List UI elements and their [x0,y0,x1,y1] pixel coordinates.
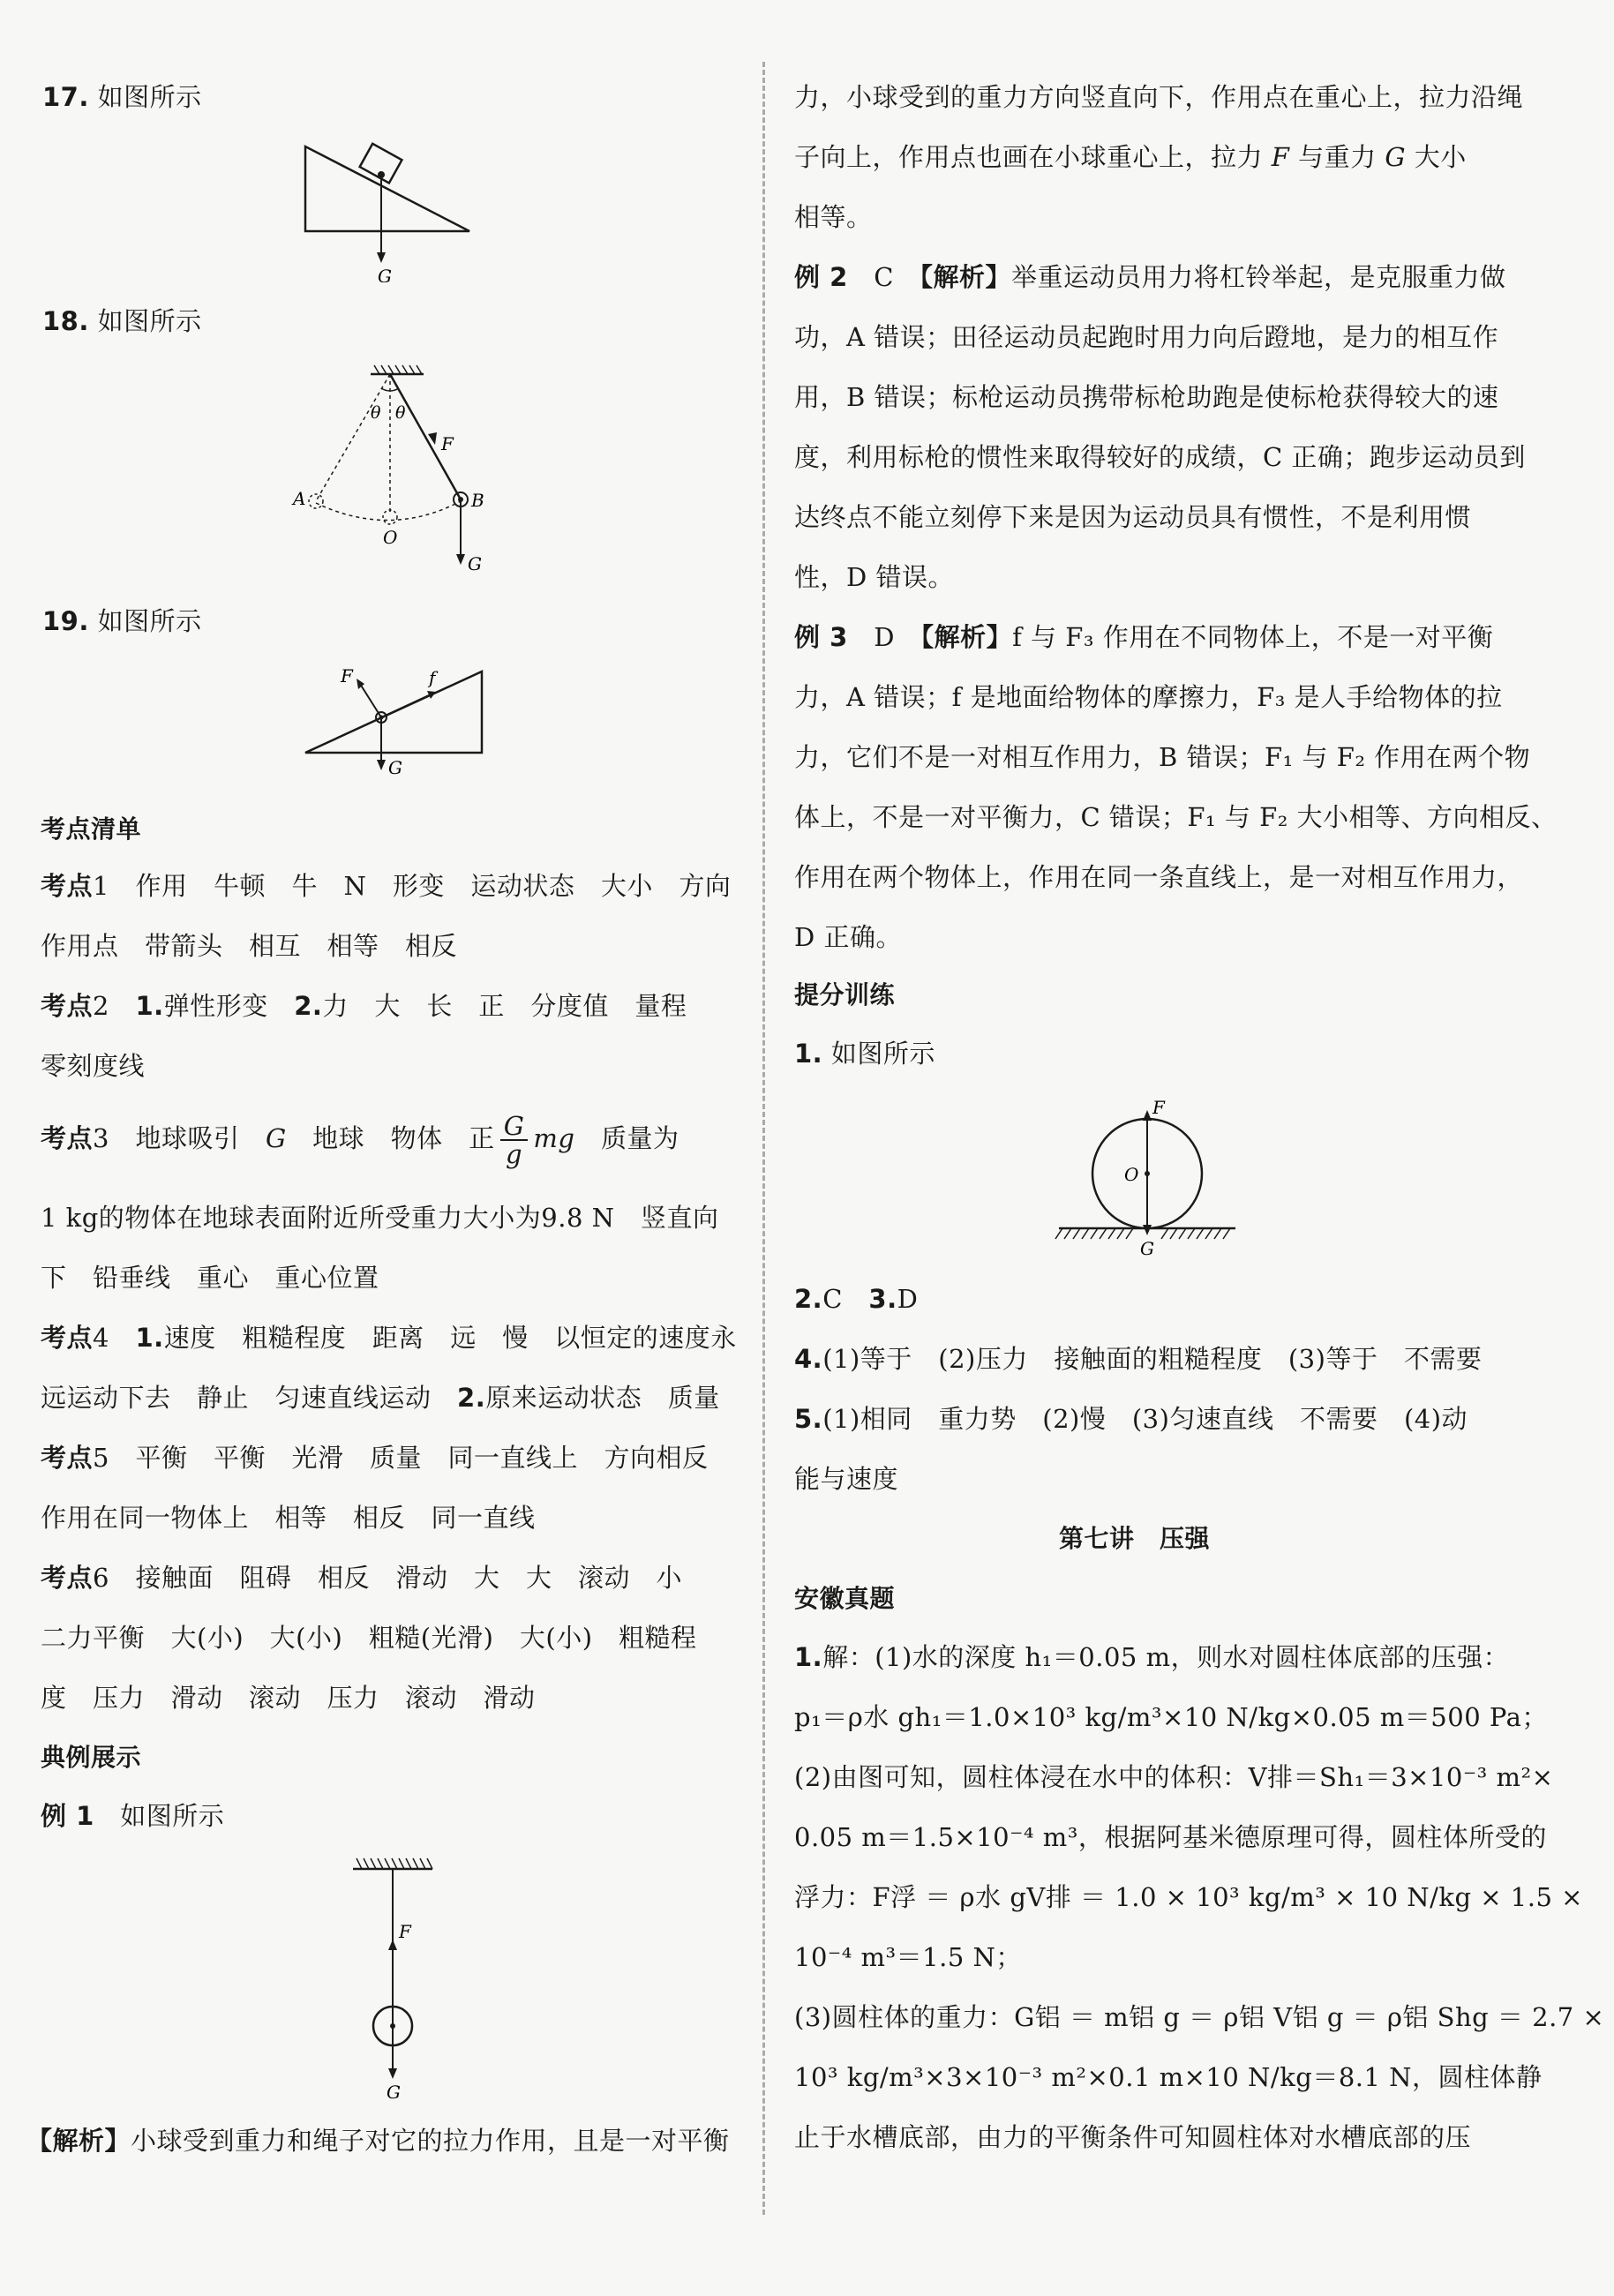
kaodian-1-line-2: 作用点 带箭头 相互 相等 相反 [41,931,458,961]
lecture-title: 第七讲 压强 [1059,1524,1211,1553]
figure-17-incline-block [300,132,485,282]
figure-ex1-hanging-ball [344,1853,450,2100]
label-f: f [429,667,436,688]
label-G: G [468,553,482,574]
tifen-2-3: 2.C 3.D [794,1284,919,1314]
question-17: 17. 如图所示 [42,82,202,112]
right-column [768,0,1614,2296]
figure-19-incline [300,657,494,781]
solution-1-line-1: 1.解：(1)水的深度 h₁＝0.05 m，则水对圆柱体底部的压强： [794,1642,1510,1672]
kaodian-3-line-3: 下 铅垂线 重心 重心位置 [41,1263,379,1293]
label-G: G [387,2082,401,2100]
kaodian-3-line-1: 考点3 地球吸引 G 地球 物体 正 $\frac{G}{g}$ mg 质量为 [41,1111,679,1169]
figure-t1-wheel [1050,1092,1253,1260]
solution-1-line-7: (3)圆柱体的重力：G铝 ＝ m铝 g ＝ ρ铝 V铝 g ＝ ρ铝 Shg ＝ 2.7 × [794,2002,1605,2032]
jiexi-continued-line-3: 相等。 [794,202,873,232]
section-title-tifen: 提分训练 [794,980,896,1009]
label-A: A [293,488,306,509]
kaodian-2-line-1: 考点2 1.弹性形变 2.力 大 长 正 分度值 量程 [41,991,687,1021]
kaodian-4-line-2: 远运动下去 静止 匀速直线运动 2.原来运动状态 质量 [41,1383,720,1413]
label-G: G [388,757,402,778]
example-2-line-3: 用，B 错误；标枪运动员携带标枪助跑是使标枪获得较大的速 [794,382,1499,412]
question-18: 18. 如图所示 [42,306,202,336]
tifen-1: 1. 如图所示 [794,1039,935,1069]
label-O: O [383,527,398,548]
tifen-5-line-2: 能与速度 [794,1464,899,1494]
kaodian-6-line-3: 度 压力 滑动 滚动 压力 滚动 滑动 [41,1683,536,1713]
section-title-anhui: 安徽真题 [794,1584,896,1613]
left-column [0,0,768,2296]
example-3-line-3: 力，它们不是一对相互作用力，B 错误；F₁ 与 F₂ 作用在两个物 [794,742,1531,772]
friction-arrow [381,694,431,717]
label-G: G [378,266,392,282]
section-title-dianli: 典例展示 [41,1743,142,1772]
solution-1-line-6: 10⁻⁴ m³＝1.5 N； [794,1942,1022,1972]
label-F: F [399,1921,411,1942]
kaodian-6-line-2: 二力平衡 大(小) 大(小) 粗糙(光滑) 大(小) 粗糙程 [41,1623,697,1653]
section-title-kaodian: 考点清单 [41,814,142,844]
label-F: F [441,433,454,454]
example-2-line-6: 性，D 错误。 [794,562,954,592]
force-F-arrow [360,684,381,717]
example-2-line-1: 例 2 C 【解析】举重运动员用力将杠铃举起，是克服重力做 [794,262,1506,292]
example-2-line-5: 达终点不能立刻停下来是因为运动员具有惯性，不是利用惯 [794,502,1472,532]
label-theta-left: θ [371,403,381,423]
label-B: B [471,490,484,511]
kaodian-3-line-2: 1 kg的物体在地球表面附近所受重力大小为9.8 N 竖直向 [41,1203,719,1233]
example-3-line-4: 体上，不是一对平衡力，C 错误；F₁ 与 F₂ 大小相等、方向相反、 [794,802,1558,832]
solution-1-line-8: 10³ kg/m³×3×10⁻³ m²×0.1 m×10 N/kg＝8.1 N，圆柱体静 [794,2062,1543,2092]
label-F: F [341,665,353,687]
example-3-line-2: 力，A 错误；f 是地面给物体的摩擦力，F₃ 是人手给物体的拉 [794,682,1503,712]
kaodian-5-line-1: 考点5 平衡 平衡 光滑 质量 同一直线上 方向相反 [41,1443,709,1473]
example-3-line-6: D 正确。 [794,922,902,952]
example-2-line-2: 功，A 错误；田径运动员起跑时用力向后蹬地，是力的相互作 [794,322,1499,352]
tifen-4: 4.(1)等于 (2)压力 接触面的粗糙程度 (3)等于 不需要 [794,1344,1483,1374]
solution-1-line-5: 浮力：F浮 ＝ ρ水 gV排 ＝ 1.0 × 10³ kg/m³ × 10 N/kg × 1.5 × [794,1882,1583,1912]
kaodian-2-line-2: 零刻度线 [41,1051,146,1081]
solution-1-line-4: 0.05 m＝1.5×10⁻⁴ m³，根据阿基米德原理可得，圆柱体所受的 [794,1822,1547,1852]
kaodian-4-line-1: 考点4 1.速度 粗糙程度 距离 远 慢 以恒定的速度永 [41,1323,737,1353]
example-2-line-4: 度，利用标枪的惯性来取得较好的成绩，C 正确；跑步运动员到 [794,442,1526,472]
example-3-line-5: 作用在两个物体上，作用在同一条直线上，是一对相互作用力， [794,862,1524,892]
tifen-5-line-1: 5.(1)相同 重力势 (2)慢 (3)匀速直线 不需要 (4)动 [794,1404,1468,1434]
jiexi-continued-line-1: 力，小球受到的重力方向竖直向下，作用点在重心上，拉力沿绳 [794,82,1524,112]
question-19: 19. 如图所示 [42,606,202,636]
jiexi-continued-line-2: 子向上，作用点也画在小球重心上，拉力 F 与重力 G 大小 [794,142,1467,172]
solution-1-line-9: 止于水槽底部，由力的平衡条件可知圆柱体对水槽底部的压 [794,2122,1472,2152]
solution-1-line-3: (2)由图可知，圆柱体浸在水中的体积：V排＝Sh₁＝3×10⁻³ m²× [794,1762,1554,1792]
kaodian-6-line-1: 考点6 接触面 阻碍 相反 滑动 大 大 滚动 小 [41,1563,682,1593]
figure-18-pendulum [282,362,512,582]
jiexi-line: 【解析】小球受到重力和绳子对它的拉力作用，且是一对平衡 [26,2126,730,2156]
kaodian-1-line-1: 考点1 作用 牛顿 牛 N 形变 运动状态 大小 方向 [41,871,732,901]
label-O: O [1124,1164,1139,1185]
label-G: G [1140,1238,1154,1259]
example-3-line-1: 例 3 D 【解析】f 与 F₃ 作用在不同物体上，不是一对平衡 [794,622,1494,652]
label-theta-right: θ [395,403,406,423]
example-1: 例 1 如图所示 [41,1801,225,1831]
solution-1-line-2: p₁＝ρ水 gh₁＝1.0×10³ kg/m³×10 N/kg×0.05 m＝500 Pa； [794,1702,1548,1732]
fraction-G-over-g: $\frac{G}{g}$ [500,1113,529,1167]
kaodian-5-line-2: 作用在同一物体上 相等 相反 同一直线 [41,1503,536,1533]
label-F: F [1152,1097,1165,1118]
